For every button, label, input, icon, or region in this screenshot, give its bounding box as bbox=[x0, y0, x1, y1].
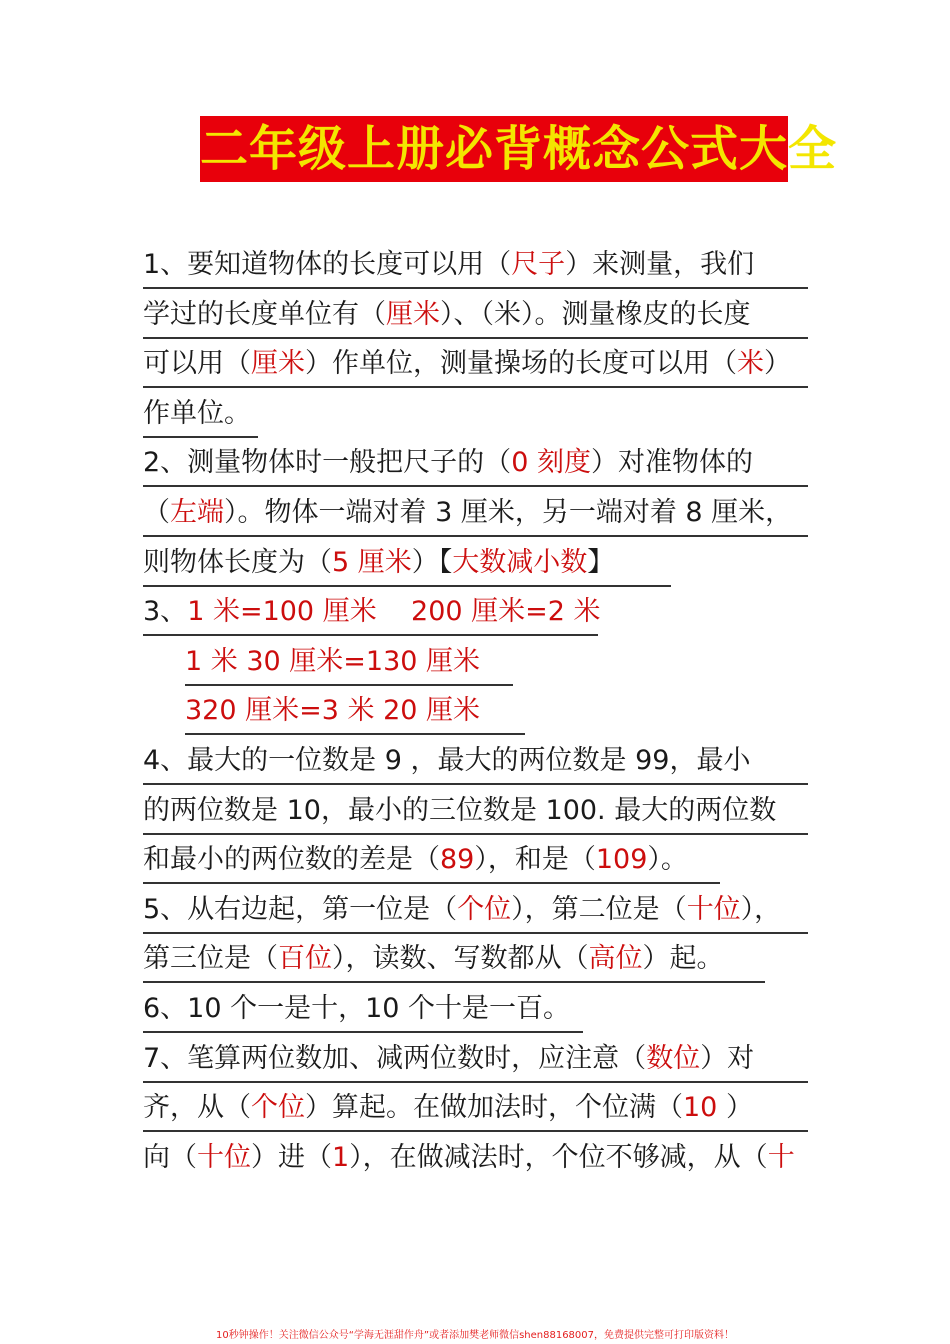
line-text: ），在做减法时，个位不够减，从（ bbox=[349, 1141, 768, 1173]
answer-text: 1 米=100 厘米 200 厘米=2 米 bbox=[187, 596, 601, 628]
line-content bbox=[143, 1086, 808, 1132]
answer-text: 百位 bbox=[278, 943, 332, 975]
line-text: ），读数、写数都从（ bbox=[332, 943, 589, 975]
formula-list bbox=[143, 242, 808, 1184]
text-line bbox=[143, 490, 808, 540]
answer-text: 10 bbox=[683, 1092, 718, 1124]
line-text: ）作单位，测量操场的长度可以用（ bbox=[305, 348, 737, 380]
line-text: 第三位是（ bbox=[143, 943, 278, 975]
answer-text: 厘米 bbox=[251, 348, 305, 380]
answer-text: 1 bbox=[332, 1141, 350, 1173]
line-text: 作单位。 bbox=[143, 397, 251, 429]
answer-text: 左端 bbox=[170, 496, 224, 528]
line-content bbox=[143, 888, 808, 934]
line-text: ）对准物体的 bbox=[590, 447, 753, 479]
answer-text: 个位 bbox=[457, 893, 512, 925]
answer-text: 米 bbox=[737, 348, 764, 380]
answer-text: 十位 bbox=[197, 1141, 251, 1173]
answer-text: 个位 bbox=[251, 1092, 305, 1124]
line-content bbox=[185, 640, 513, 686]
answer-text: 5 厘米 bbox=[332, 546, 412, 578]
line-content bbox=[143, 541, 671, 587]
line-text: 2、测量物体时一般把尺子的（ bbox=[143, 447, 512, 479]
answer-text: 十 bbox=[767, 1141, 795, 1173]
line-text: ）算起。在做加法时，个位满（ bbox=[305, 1092, 683, 1124]
line-text: 3、 bbox=[143, 596, 188, 628]
line-content bbox=[143, 739, 808, 785]
text-line bbox=[143, 1135, 808, 1185]
line-content bbox=[143, 392, 258, 438]
line-content bbox=[143, 1037, 808, 1083]
line-text: ）、（米）。测量橡皮的长度 bbox=[440, 298, 751, 330]
answer-text: 大数减小数 bbox=[452, 546, 588, 578]
line-text: 可以用（ bbox=[143, 348, 251, 380]
answer-text: 89 bbox=[440, 844, 475, 876]
answer-text: 320 厘米=3 米 20 厘米 bbox=[185, 695, 481, 727]
text-line bbox=[143, 688, 808, 738]
line-content bbox=[143, 491, 808, 537]
line-text: 向（ bbox=[143, 1141, 197, 1173]
answer-text: 0 刻度 bbox=[511, 447, 591, 479]
footer-notice: 10秒钟操作！关注微信公众号“学海无涯甜作舟”或者添加樊老师微信shen88168007，免费提供完整可打印版资料！ bbox=[215, 1330, 735, 1341]
text-line bbox=[143, 986, 808, 1036]
line-text: ）来测量，我们 bbox=[565, 249, 755, 280]
line-text: （ bbox=[143, 496, 170, 528]
text-line bbox=[143, 887, 808, 937]
line-content bbox=[143, 1142, 795, 1173]
line-text: 齐，从（ bbox=[143, 1092, 251, 1124]
text-line bbox=[143, 341, 808, 391]
answer-text: 数位 bbox=[646, 1042, 701, 1074]
text-line bbox=[143, 738, 808, 788]
text-line bbox=[143, 440, 808, 490]
answer-text: 高位 bbox=[588, 943, 643, 975]
line-text: 6、10 个一是十，10 个十是一百。 bbox=[143, 992, 571, 1024]
line-content bbox=[185, 689, 525, 735]
line-content bbox=[143, 987, 583, 1033]
text-line bbox=[143, 292, 808, 342]
text-line bbox=[143, 1036, 808, 1086]
line-content bbox=[143, 838, 720, 884]
line-content bbox=[143, 441, 808, 487]
line-content bbox=[143, 590, 601, 636]
line-text: 1、要知道物体的长度可以用（ bbox=[143, 249, 512, 280]
line-text: 学过的长度单位有（ bbox=[143, 298, 386, 330]
line-text: ）。 bbox=[647, 844, 688, 876]
line-content bbox=[143, 243, 808, 289]
answer-text: 1 米 30 厘米=130 厘米 bbox=[185, 645, 481, 677]
text-line bbox=[143, 788, 808, 838]
line-text: ）对 bbox=[700, 1042, 755, 1074]
text-line bbox=[143, 589, 808, 639]
line-text: ）【 bbox=[411, 546, 453, 578]
answer-text: 109 bbox=[595, 844, 648, 876]
answer-text: 十位 bbox=[686, 893, 741, 925]
text-line bbox=[143, 1085, 808, 1135]
text-line bbox=[143, 639, 808, 689]
line-text: ）进（ bbox=[251, 1141, 332, 1173]
line-text: 和最小的两位数的差是（ bbox=[143, 844, 440, 876]
line-content bbox=[143, 789, 808, 835]
text-line bbox=[143, 837, 808, 887]
line-text: ） bbox=[764, 348, 791, 380]
answer-text: 尺子 bbox=[511, 249, 566, 280]
line-text: ），和是（ bbox=[474, 844, 596, 876]
line-text: ）。物体一端对着 3 厘米，另一端对着 8 厘米， bbox=[224, 496, 793, 528]
line-text: ） bbox=[717, 1092, 753, 1124]
text-line bbox=[143, 391, 808, 441]
line-text: ）， bbox=[740, 893, 782, 925]
text-line bbox=[143, 936, 808, 986]
line-text: ）起。 bbox=[642, 943, 724, 975]
page-title: 二年级上册必背概念公式大全 bbox=[200, 116, 788, 182]
line-text: 则物体长度为（ bbox=[143, 546, 332, 578]
line-text: 4、最大的一位数是 9 ，最大的两位数是 99，最小 bbox=[143, 744, 751, 776]
line-content bbox=[143, 293, 808, 339]
text-line bbox=[143, 242, 808, 292]
line-content bbox=[143, 342, 808, 388]
line-text: 的两位数是 10，最小的三位数是 100. 最大的两位数 bbox=[143, 794, 777, 826]
line-text: 5、从右边起，第一位是（ bbox=[143, 893, 458, 925]
line-content bbox=[143, 937, 765, 983]
line-text: 】 bbox=[587, 546, 615, 578]
line-text: 7、笔算两位数加、减两位数时，应注意（ bbox=[143, 1042, 647, 1074]
line-text: ），第二位是（ bbox=[511, 893, 687, 925]
answer-text: 厘米 bbox=[386, 298, 440, 330]
text-line bbox=[143, 540, 808, 590]
